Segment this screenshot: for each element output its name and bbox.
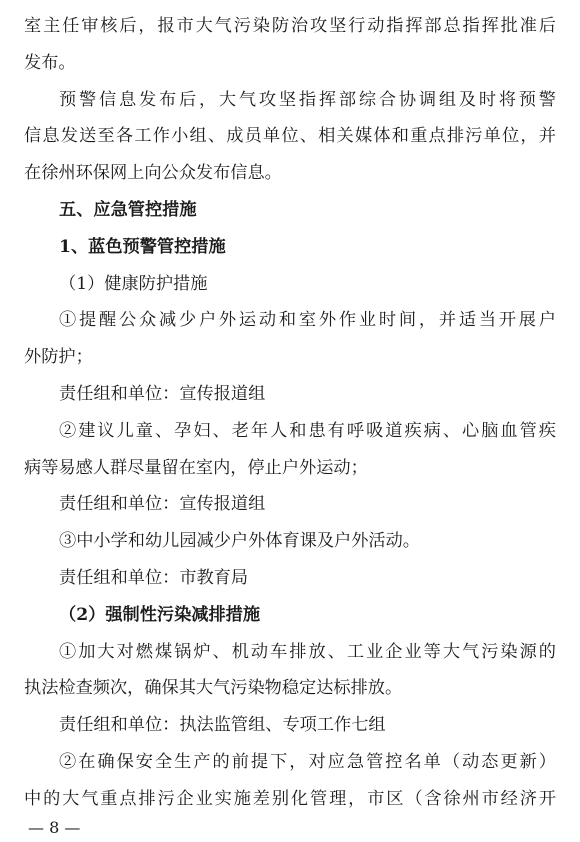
section-heading: 五、应急管控措施 bbox=[59, 199, 197, 220]
item-heading-health-protection: （1）健康防护措施 bbox=[59, 273, 208, 294]
measure-line-2: 外防护； bbox=[24, 347, 93, 368]
page-number: — 8 — bbox=[28, 818, 81, 837]
responsible-unit-line-3: 责任组和单位：市教育局 bbox=[59, 567, 249, 588]
item-heading-emission-reduction: （2）强制性污染减排措施 bbox=[59, 604, 261, 625]
measure-line-3: ②建议儿童、孕妇、老年人和患有呼吸道疾病、心脑血管疾 bbox=[59, 420, 556, 441]
document-page bbox=[24, 8, 556, 818]
measure-line-6: ①加大对燃煤锅炉、机动车排放、工业企业等大气污染源的 bbox=[59, 641, 556, 662]
measure-line-9: 中的大气重点排污企业实施差别化管理，市区（含徐州市经济开 bbox=[24, 788, 556, 809]
paragraph-line-1: 室主任审核后，报市大气污染防治攻坚行动指挥部总指挥批准后 bbox=[24, 16, 556, 36]
paragraph-line-3: 预警信息发布后，大气攻坚指挥部综合协调组及时将预警 bbox=[59, 89, 556, 110]
measure-line-4: 病等易感人群尽量留在室内，停止户外运动； bbox=[24, 457, 368, 478]
measure-line-1: ①提醒公众减少户外运动和室外作业时间，并适当开展户 bbox=[59, 310, 556, 331]
responsible-unit-line-1: 责任组和单位：宣传报道组 bbox=[59, 383, 266, 404]
measure-line-7: 执法检查频次，确保其大气污染物稳定达标排放。 bbox=[24, 678, 403, 699]
paragraph-line-2: 发布。 bbox=[24, 52, 76, 73]
measure-line-5: ③中小学和幼儿园减少户外体育课及户外活动。 bbox=[59, 531, 420, 552]
paragraph-line-4: 信息发送至各工作小组、成员单位、相关媒体和重点排污单位，并 bbox=[24, 126, 556, 147]
measure-line-8: ②在确保安全生产的前提下，对应急管控名单（动态更新） bbox=[59, 751, 556, 772]
responsible-unit-line-4: 责任组和单位：执法监管组、专项工作七组 bbox=[59, 715, 386, 736]
subsection-heading-blue-alert: 1、蓝色预警管控措施 bbox=[59, 236, 226, 257]
responsible-unit-line-2: 责任组和单位：宣传报道组 bbox=[59, 494, 266, 515]
paragraph-line-5: 在徐州环保网上向公众发布信息。 bbox=[24, 163, 282, 184]
